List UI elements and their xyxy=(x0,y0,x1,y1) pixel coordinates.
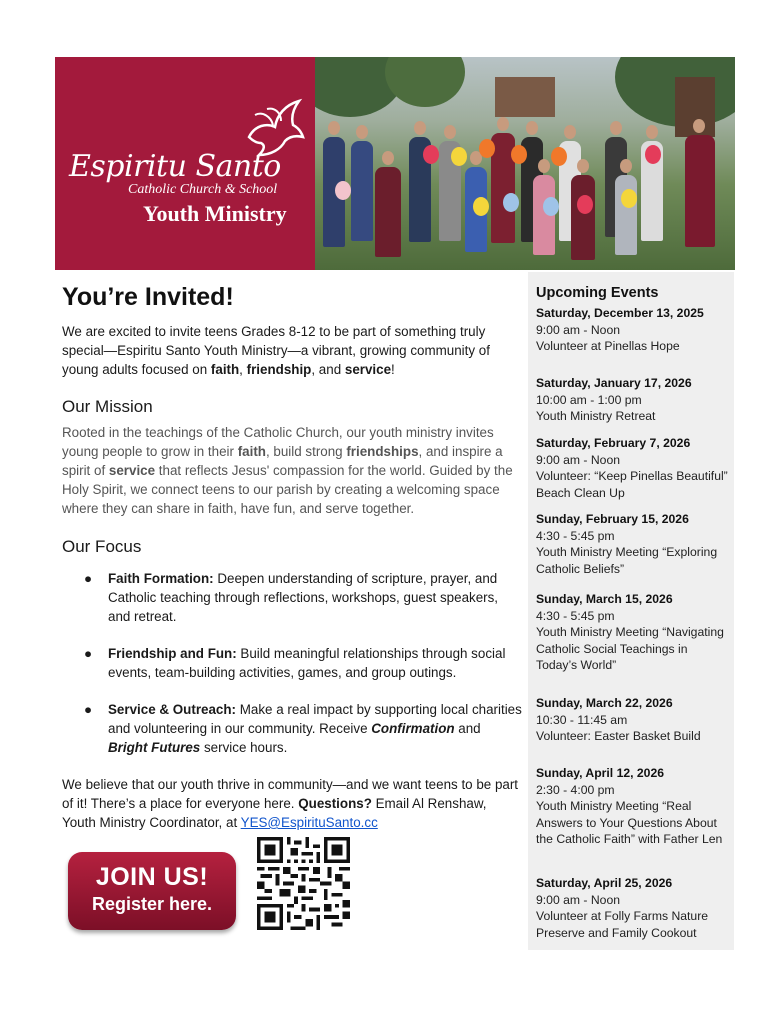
focus-item-service: ● Service & Outreach: Make a real impact by supporting local charities and volunteering in our community. Receive Confirmation and Bright Futures service hours. xyxy=(84,702,522,755)
join-button-subtitle: Register here. xyxy=(91,894,213,914)
intro-paragraph: We are excited to invite teens Grades 8-12 to be part of something truly special—Espiritu Santo Youth Ministry—a vibrant, growing community of young adults focused on faith, friendship, and service! xyxy=(62,324,490,377)
upcoming-events-heading: Upcoming Events xyxy=(536,285,659,301)
logo-name: Espiritu Santo xyxy=(69,149,281,184)
upcoming-events-sidebar xyxy=(528,272,734,950)
focus-heading: Our Focus xyxy=(62,537,142,556)
logo-subtitle: Catholic Church & School xyxy=(128,182,278,197)
page-title: You’re Invited! xyxy=(62,283,234,311)
focus-list xyxy=(62,569,522,757)
logo-ministry: Youth Ministry xyxy=(143,201,287,226)
qr-code-icon[interactable] xyxy=(257,837,350,930)
event-item: Sunday, March 22, 2026 10:30 - 11:45 am Volunteer: Easter Basket Build xyxy=(536,696,701,743)
logo-panel xyxy=(55,57,315,270)
main-content xyxy=(62,283,522,832)
focus-item-friendship: ● Friendship and Fun: Build meaningful relationships through social events, team-building activities, games, and group outings. xyxy=(84,646,506,680)
event-item: Sunday, April 12, 2026 2:30 - 4:00 pm Youth Ministry Meeting “Real Answers to Your Questions About the Catholic Faith” with Father Len xyxy=(536,766,723,846)
closing-paragraph: We believe that our youth thrive in community—and we want teens to be part of it! There’s a place for everyone here. Questions? Email Al Renshaw, Youth Ministry Coordinator, at YES@EspirituSanto.cc xyxy=(62,777,519,830)
email-link[interactable]: YES@EspirituSanto.cc xyxy=(240,815,378,830)
event-item: Sunday, February 15, 2026 4:30 - 5:45 pm Youth Ministry Meeting “Exploring Catholic Beliefs” xyxy=(536,512,718,576)
header-banner xyxy=(55,57,735,270)
mission-paragraph: Rooted in the teachings of the Catholic Church, our youth ministry invites young people to grow in their faith, build strong friendships, and inspire a spirit of service that reflects Jesus' compassion for the world. Guided by the Holy Spirit, we connect teens to our parish by creating a welcoming space where they can share in faith, have fun, and serve together. xyxy=(62,425,513,516)
event-item: Sunday, March 15, 2026 4:30 - 5:45 pm Youth Ministry Meeting “Navigating Catholic Social Teachings in Today’s World” xyxy=(536,592,724,672)
focus-item-faith-formation: ● Faith Formation: Deepen understanding of scripture, prayer, and Catholic teaching through reflections, workshops, guest speakers, and retreat. xyxy=(84,571,499,624)
join-us-register-button[interactable] xyxy=(68,852,236,930)
mission-heading: Our Mission xyxy=(62,397,153,416)
join-button-title: JOIN US! xyxy=(95,863,209,891)
event-item: Saturday, April 25, 2026 9:00 am - Noon Volunteer at Folly Farms Nature Preserve and Family Cookout xyxy=(536,876,709,940)
event-item: Saturday, December 13, 2025 9:00 am - Noon Volunteer at Pinellas Hope xyxy=(536,306,704,353)
event-item: Saturday, January 17, 2026 10:00 am - 1:00 pm Youth Ministry Retreat xyxy=(536,376,692,423)
event-item: Saturday, February 7, 2026 9:00 am - Noon Volunteer: “Keep Pinellas Beautiful” Beach Clean Up xyxy=(536,436,728,500)
group-photo xyxy=(315,57,735,270)
